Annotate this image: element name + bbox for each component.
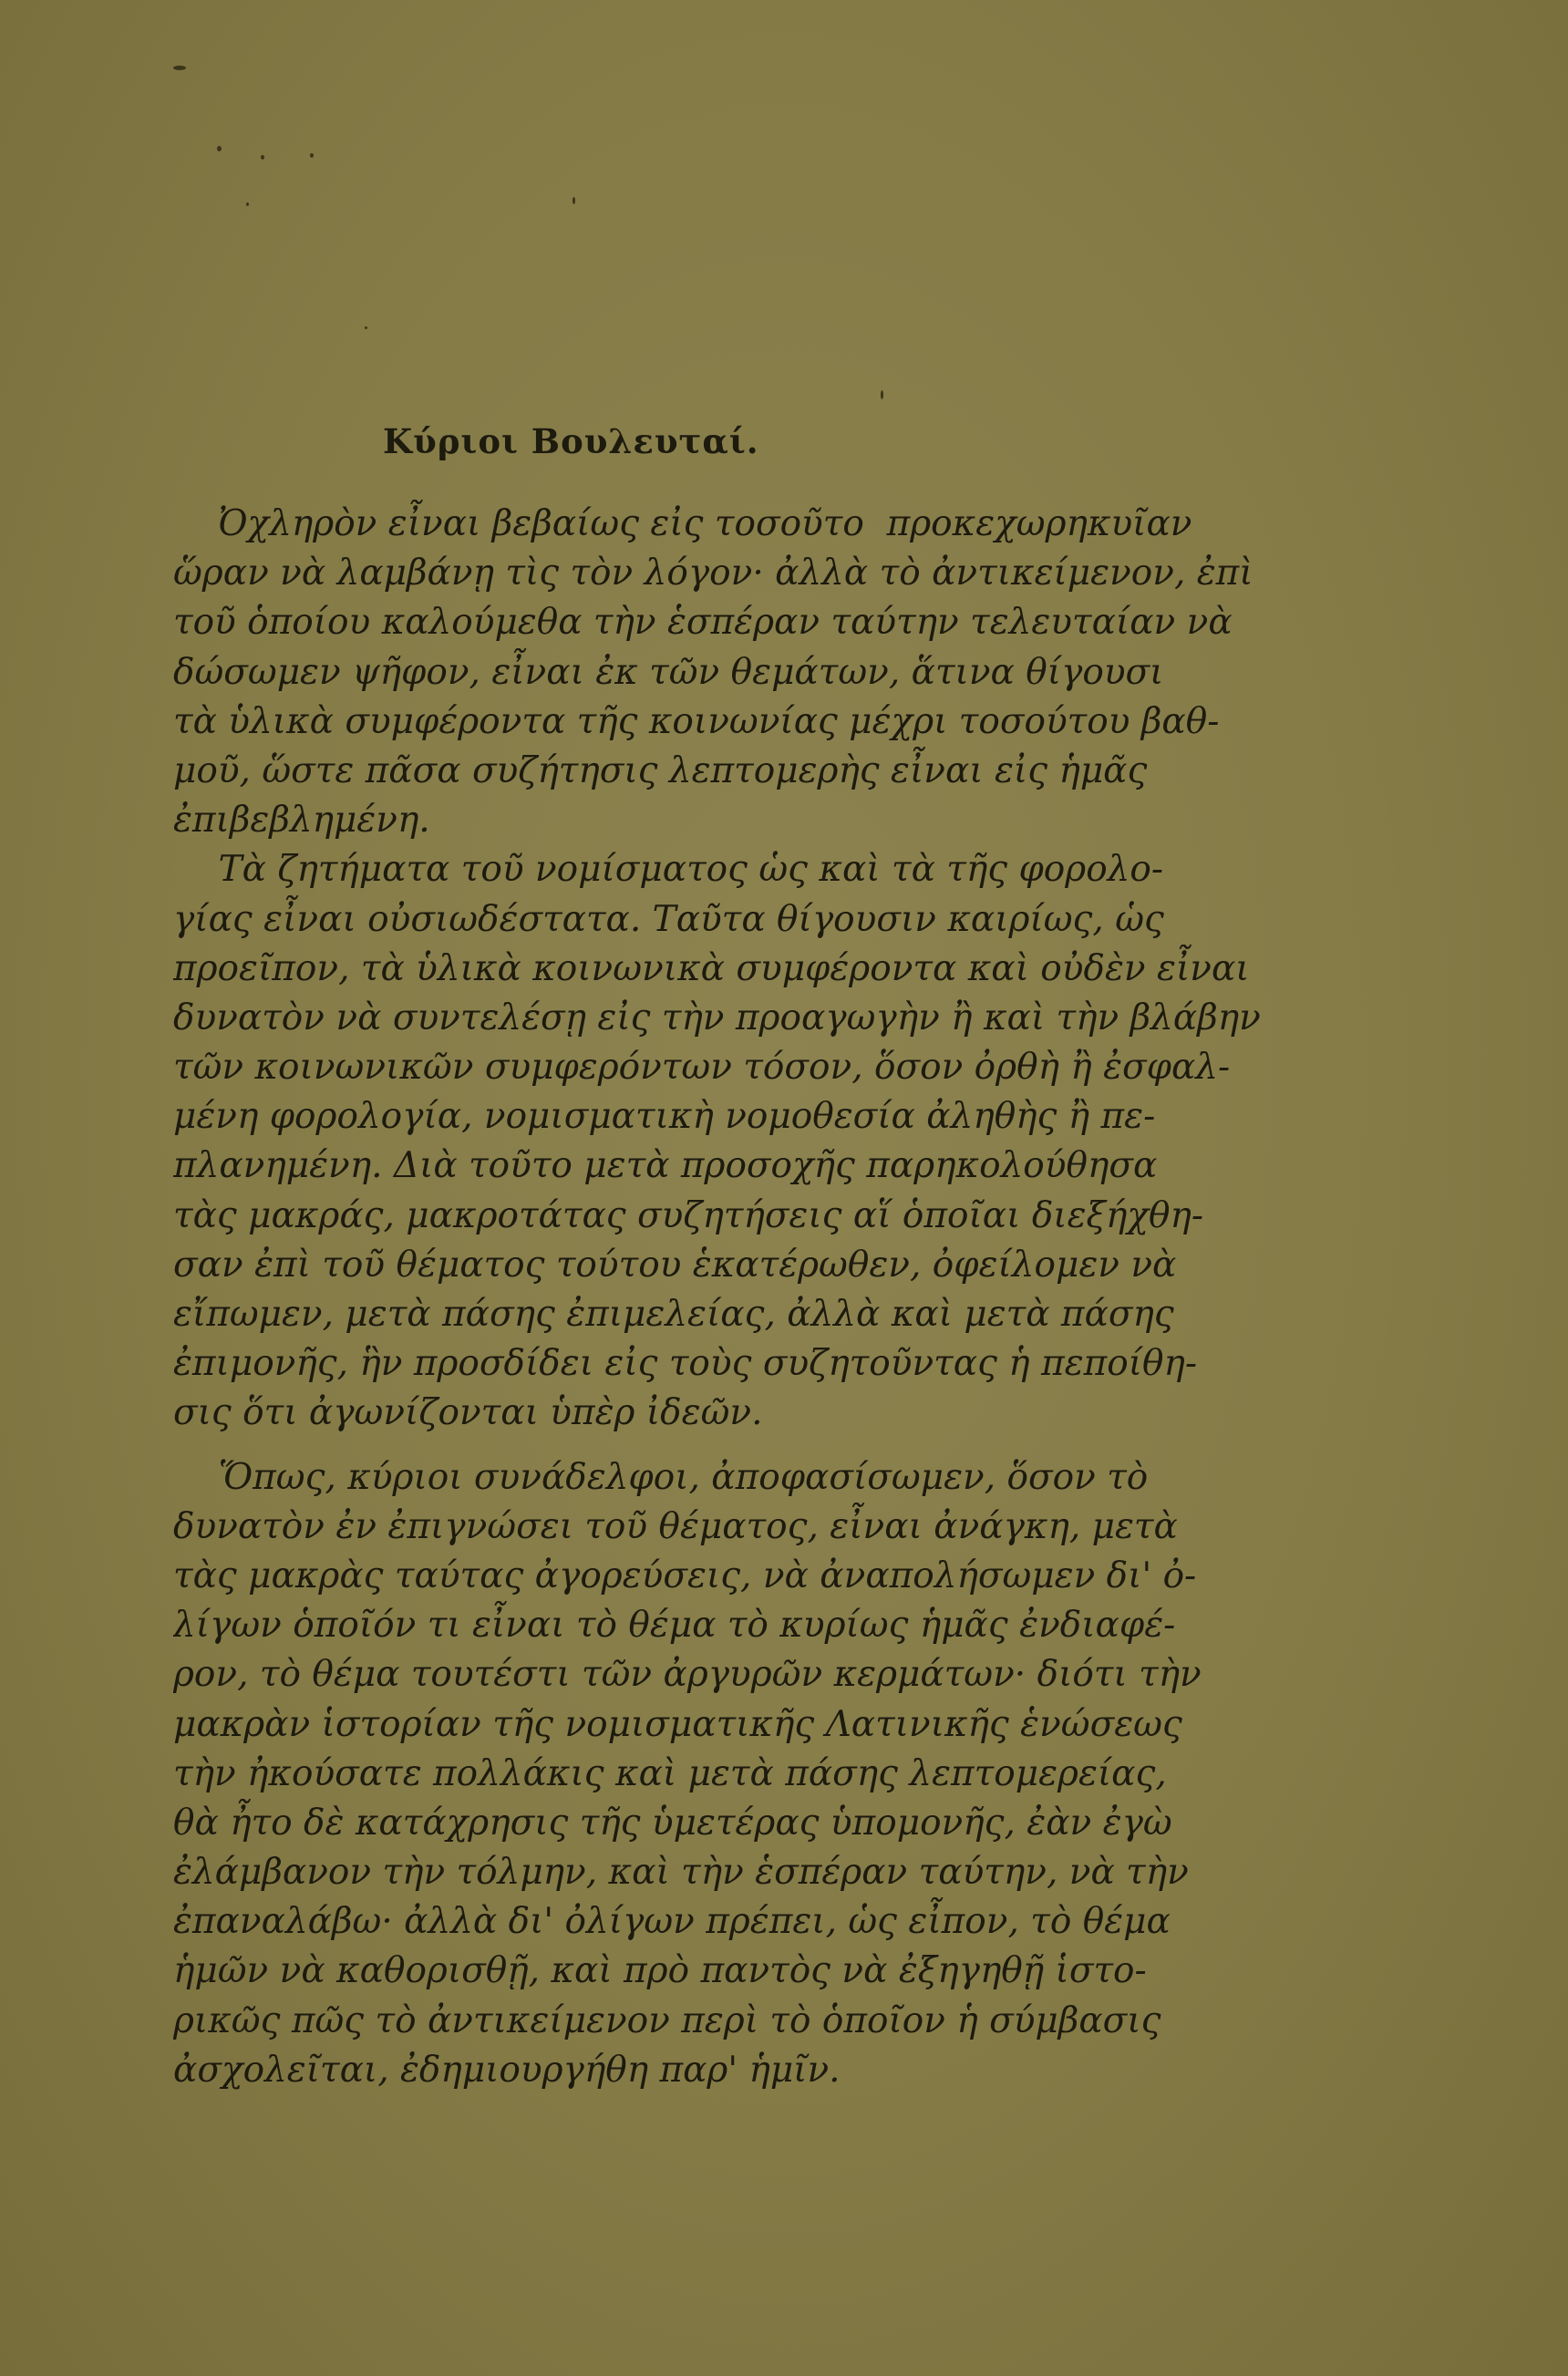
text-line: ἀσχολεῖται, ἐδημιουργήθη παρ' ἡμῖν. (173, 2049, 841, 2091)
text-line: σις ὅτι ἀγωνίζονται ὑπὲρ ἰδεῶν. (173, 1392, 763, 1434)
text-line: δυνατὸν νὰ συντελέσῃ εἰς τὴν προαγωγὴν ἢ καὶ τὴν βλάβην (173, 997, 1261, 1038)
text-line: δυνατὸν ἐν ἐπιγνώσει τοῦ θέματος, εἶναι ἀνάγκη, μετὰ (173, 1505, 1178, 1547)
text-line: ἐλάμβανον τὴν τόλμην, καὶ τὴν ἑσπέραν ταύτην, νὰ τὴν (173, 1852, 1189, 1894)
body-text (173, 500, 1304, 2095)
text-line: τὰ ὑλικὰ συμφέροντα τῆς κοινωνίας μέχρι τοσούτου βαθ- (173, 700, 1220, 742)
text-line: ἐπιμονῆς, ἣν προσδίδει εἰς τοὺς συζητοῦντας ἡ πεποίθη- (173, 1343, 1198, 1385)
dust-speck (365, 326, 367, 329)
page-heading: Κύριοι Βουλευταί. (383, 421, 759, 461)
dust-speck (261, 155, 264, 160)
text-line: ἐπαναλάβω· ἀλλὰ δι' ὀλίγων πρέπει, ὡς εἶπον, τὸ θέμα (173, 1901, 1171, 1943)
text-line: σαν ἐπὶ τοῦ θέματος τούτου ἑκατέρωθεν, ὀφείλομεν νὰ (173, 1244, 1177, 1286)
text-line: ἡμῶν νὰ καθορισθῇ, καὶ πρὸ παντὸς νὰ ἐξηγηθῇ ἱστο- (173, 1950, 1147, 1992)
text-line: μένη φορολογία, νομισματικὴ νομοθεσία ἀληθὴς ἢ πε- (173, 1096, 1156, 1138)
paragraph-1 (173, 500, 1304, 845)
text-line: δώσωμεν ψῆφον, εἶναι ἐκ τῶν θεμάτων, ἅτινα θίγουσι (173, 651, 1164, 693)
dust-speck (217, 146, 222, 151)
text-line: μοῦ, ὥστε πᾶσα συζήτησις λεπτομερὴς εἶναι εἰς ἡμᾶς (173, 749, 1148, 791)
text-line: μακρὰν ἱστορίαν τῆς νομισματικῆς Λατινικῆς ἑνώσεως (173, 1703, 1182, 1745)
paragraph-3 (173, 1453, 1304, 2095)
text-line: εἴπωμεν, μετὰ πάσης ἐπιμελείας, ἀλλὰ καὶ μετὰ πάσης (173, 1294, 1174, 1335)
paragraph-2 (173, 845, 1304, 1438)
dust-speck (573, 197, 575, 204)
text-line: πλανημένη. Διὰ τοῦτο μετὰ προσοχῆς παρηκολούθησα (173, 1145, 1158, 1187)
text-line: θὰ ἦτο δὲ κατάχρησις τῆς ὑμετέρας ὑπομονῆς, ἐὰν ἐγὼ (173, 1802, 1172, 1844)
text-line: τὰς μακράς, μακροτάτας συζητήσεις αἵ ὁποῖαι διεξήχθη- (173, 1194, 1204, 1236)
text-line: τὰς μακρὰς ταύτας ἀγορεύσεις, νὰ ἀναπολήσωμεν δι' ὀ- (173, 1555, 1197, 1596)
text-line: Ὀχληρὸν εἶναι βεβαίως εἰς τοσοῦτο προκεχωρηκυῖαν (173, 503, 1192, 544)
dust-speck (173, 66, 186, 70)
text-line: ρικῶς πῶς τὸ ἀντικείμενον περὶ τὸ ὁποῖον ἡ σύμβασις (173, 1999, 1161, 2041)
text-line: ἐπιβεβλημένη. (173, 800, 430, 842)
text-line: τοῦ ὁποίου καλούμεθα τὴν ἑσπέραν ταύτην τελευταίαν νὰ (173, 602, 1233, 644)
text-line: ρον, τὸ θέμα τουτέστι τῶν ἀργυρῶν κερμάτων· διότι τὴν (173, 1654, 1202, 1696)
dust-speck (310, 153, 314, 158)
text-line: προεῖπον, τὰ ὑλικὰ κοινωνικὰ συμφέροντα καὶ οὐδὲν εἶναι (173, 947, 1250, 989)
paragraph-gap (173, 1439, 1304, 1453)
dust-speck (246, 202, 249, 206)
text-line: Τὰ ζητήματα τοῦ νομίσματος ὡς καὶ τὰ τῆς φορολο- (173, 849, 1164, 891)
text-line: τὴν ἠκούσατε πολλάκις καὶ μετὰ πάσης λεπτομερείας, (173, 1752, 1167, 1794)
text-line: τῶν κοινωνικῶν συμφερόντων τόσον, ὅσον ὀρθὴ ἢ ἐσφαλ- (173, 1047, 1231, 1089)
dust-speck (881, 390, 883, 399)
text-line: γίας εἶναι οὐσιωδέστατα. Ταῦτα θίγουσιν καιρίως, ὡς (173, 898, 1164, 940)
text-line: ὥραν νὰ λαμβάνῃ τὶς τὸν λόγον· ἀλλὰ τὸ ἀντικείμενον, ἐπὶ (173, 553, 1253, 594)
text-line: Ὅπως, κύριοι συνάδελφοι, ἀποφασίσωμεν, ὅσον τὸ (173, 1456, 1149, 1498)
text-line: λίγων ὁποῖόν τι εἶναι τὸ θέμα τὸ κυρίως ἡμᾶς ἐνδιαφέ- (173, 1605, 1176, 1647)
